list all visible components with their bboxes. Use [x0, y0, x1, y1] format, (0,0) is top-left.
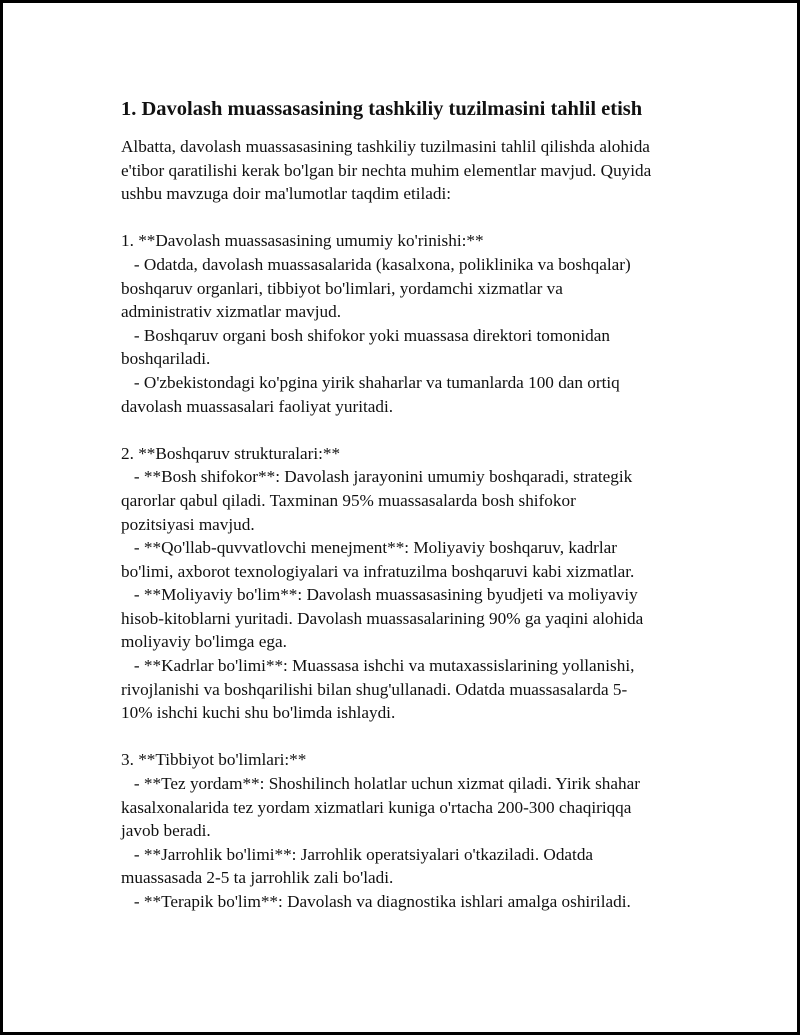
document-content — [121, 95, 681, 914]
text-line: - Odatda, davolash muassasalarida (kasalxona, poliklinika va boshqalar) — [121, 254, 631, 274]
blank-line — [121, 206, 681, 230]
text-line: - **Kadrlar bo'limi**: Muassasa ishchi va mutaxassislarining yollanishi, — [121, 656, 635, 676]
text-line: Albatta, davolash muassasasining tashkiliy tuzilmasini tahlil qilishda alohida — [121, 137, 650, 156]
text-line: - **Jarrohlik bo'limi**: Jarrohlik operatsiyalari o'tkaziladi. Odatda — [121, 844, 594, 864]
blank-line — [121, 418, 681, 442]
text-line: - **Tez yordam**: Shoshilinch holatlar uchun xizmat qiladi. Yirik shahar — [121, 774, 640, 794]
text-line: ushbu mavzuga doir ma'lumotlar taqdim etiladi: — [121, 184, 452, 204]
text-line: rivojlanishi va boshqarilishi bilan shug'ullanadi. Odatda muassasalarda 5- — [121, 679, 628, 699]
text-line: boshqaruv organlari, tibbiyot bo'limlari, yordamchi xizmatlar va — [121, 278, 563, 298]
text-line: javob beradi. — [121, 821, 211, 841]
text-line: kasalxonalarida tez yordam xizmatlari kuniga o'rtacha 200-300 chaqiriqqa — [121, 797, 632, 817]
page-title: 1. Davolash muassasasining tashkiliy tuzilmasini tahlil etish — [121, 98, 643, 120]
text-line: bo'limi, axborot texnologiyalari va infratuzilma boshqaruvi kabi xizmatlar. — [121, 561, 635, 581]
text-line: qarorlar qabul qiladi. Taxminan 95% muassasalarda bosh shifokor — [121, 490, 576, 510]
text-line: pozitsiyasi mavjud. — [121, 514, 255, 534]
text-line: e'tibor qaratilishi kerak bo'lgan bir nechta muhim elementlar mavjud. Quyida — [121, 160, 652, 180]
text-line: - Boshqaruv organi bosh shifokor yoki muassasa direktori tomonidan — [121, 325, 610, 345]
text-line: - **Moliyaviy bo'lim**: Davolash muassasasining byudjeti va moliyaviy — [121, 585, 638, 605]
text-line: boshqariladi. — [121, 349, 211, 369]
text-line: hisob-kitoblarni yuritadi. Davolash muassasalarining 90% ga yaqini alohida — [121, 608, 644, 628]
text-line: - **Terapik bo'lim**: Davolash va diagnostika ishlari amalga oshiriladi. — [121, 892, 631, 911]
text-line: 1. **Davolash muassasasining umumiy ko'rinishi:** — [121, 231, 484, 251]
blank-line — [121, 725, 681, 749]
document-body — [121, 135, 681, 914]
text-line: - **Bosh shifokor**: Davolash jarayonini umumiy boshqaradi, strategik — [121, 467, 633, 487]
text-line: - O'zbekistondagi ko'pgina yirik shaharlar va tumanlarda 100 dan ortiq — [121, 372, 620, 392]
text-line: muassasada 2-5 ta jarrohlik zali bo'ladi. — [121, 868, 394, 888]
text-line: 3. **Tibbiyot bo'limlari:** — [121, 750, 307, 770]
text-line: - **Qo'llab-quvvatlovchi menejment**: Moliyaviy boshqaruv, kadrlar — [121, 538, 618, 558]
text-line: moliyaviy bo'limga ega. — [121, 632, 287, 652]
text-line: 10% ishchi kuchi shu bo'limda ishlaydi. — [121, 703, 396, 723]
text-line: 2. **Boshqaruv strukturalari:** — [121, 443, 341, 463]
text-line: administrativ xizmatlar mavjud. — [121, 302, 342, 322]
text-line: davolash muassasalari faoliyat yuritadi. — [121, 396, 394, 416]
